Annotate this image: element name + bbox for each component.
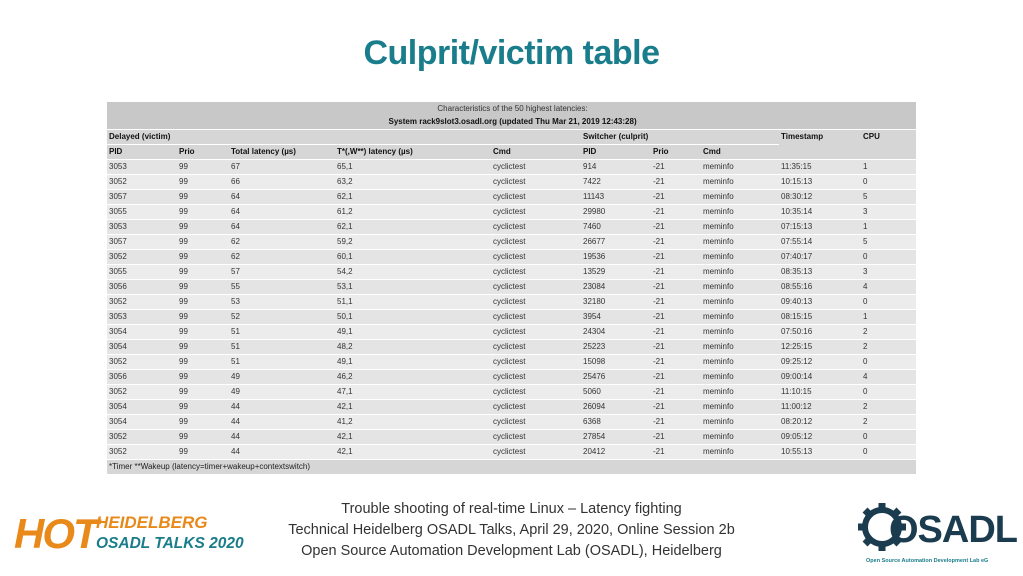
col-header: Prio <box>177 145 229 160</box>
table-cell: 4 <box>861 280 916 295</box>
table-cell: cyclictest <box>491 415 581 430</box>
table-cell: 48,2 <box>335 340 491 355</box>
table-cell: 11:35:15 <box>779 160 861 175</box>
table-cell: 99 <box>177 250 229 265</box>
table-cell: -21 <box>651 340 701 355</box>
table-cell: 09:05:12 <box>779 430 861 445</box>
table-cell: 2 <box>861 325 916 340</box>
table-cell: 6368 <box>581 415 651 430</box>
table-cell: 64 <box>229 220 335 235</box>
table-cell: 99 <box>177 325 229 340</box>
table-cell: 11:10:15 <box>779 385 861 400</box>
table-cell: 99 <box>177 280 229 295</box>
table-cell: 62,1 <box>335 190 491 205</box>
table-cell: meminfo <box>701 385 779 400</box>
table-cell: 49 <box>229 370 335 385</box>
osadl-logo-subtitle: Open Source Automation Development Lab eG <box>866 558 989 564</box>
table-cell: 55 <box>229 280 335 295</box>
table-cell: cyclictest <box>491 175 581 190</box>
table-cell: 07:40:17 <box>779 250 861 265</box>
table-cell: meminfo <box>701 190 779 205</box>
table-cell: cyclictest <box>491 370 581 385</box>
table-cell: 61,2 <box>335 205 491 220</box>
table-row <box>107 265 916 280</box>
table-cell: 3057 <box>107 235 177 250</box>
table-cell: meminfo <box>701 355 779 370</box>
table-cell: 10:15:13 <box>779 175 861 190</box>
table-cell: cyclictest <box>491 400 581 415</box>
table-cell: 64 <box>229 205 335 220</box>
table-cell: 3052 <box>107 445 177 460</box>
table-cell: 23084 <box>581 280 651 295</box>
table-row <box>107 430 916 445</box>
table-cell: cyclictest <box>491 430 581 445</box>
footer-line-3: Open Source Automation Development Lab (OSADL), Heidelberg <box>301 543 722 559</box>
table-cell: 24304 <box>581 325 651 340</box>
table-cell: 59,2 <box>335 235 491 250</box>
table-cell: 49 <box>229 385 335 400</box>
table-cell: 3052 <box>107 295 177 310</box>
table-cell: cyclictest <box>491 190 581 205</box>
table-cell: meminfo <box>701 340 779 355</box>
table-cell: 3954 <box>581 310 651 325</box>
table-cell: cyclictest <box>491 160 581 175</box>
table-cell: cyclictest <box>491 280 581 295</box>
table-cell: 20412 <box>581 445 651 460</box>
table-cell: cyclictest <box>491 445 581 460</box>
table-cell: 99 <box>177 445 229 460</box>
table-cell: -21 <box>651 250 701 265</box>
table-cell: 11143 <box>581 190 651 205</box>
table-cell: 09:40:13 <box>779 295 861 310</box>
table-cell: 49,1 <box>335 355 491 370</box>
table-cell: 3052 <box>107 250 177 265</box>
table-cell: 0 <box>861 355 916 370</box>
slide-title: Culprit/victim table <box>363 34 660 72</box>
table-cell: 99 <box>177 190 229 205</box>
table-cell: 99 <box>177 400 229 415</box>
table-cell: 42,1 <box>335 445 491 460</box>
table-cell: 42,1 <box>335 400 491 415</box>
table-cell: 10:55:13 <box>779 445 861 460</box>
table-row <box>107 385 916 400</box>
table-cell: 3053 <box>107 220 177 235</box>
col-header: Cmd <box>491 145 581 160</box>
table-cell: 99 <box>177 205 229 220</box>
table-cell: 99 <box>177 370 229 385</box>
table-cell: 3053 <box>107 310 177 325</box>
table-cell: 25223 <box>581 340 651 355</box>
table-cell: 3052 <box>107 430 177 445</box>
table-cell: 2 <box>861 415 916 430</box>
table-cell: 99 <box>177 265 229 280</box>
table-cell: 09:00:14 <box>779 370 861 385</box>
culprit-victim-table-container <box>107 102 916 475</box>
table-cell: -21 <box>651 385 701 400</box>
table-row <box>107 295 916 310</box>
table-cell: meminfo <box>701 445 779 460</box>
table-cell: 50,1 <box>335 310 491 325</box>
table-cell: 44 <box>229 445 335 460</box>
table-cell: 99 <box>177 310 229 325</box>
table-caption-row <box>107 102 916 115</box>
table-row <box>107 175 916 190</box>
table-cell: -21 <box>651 220 701 235</box>
table-cell: 07:50:16 <box>779 325 861 340</box>
table-cell: 1 <box>861 160 916 175</box>
table-cell: 10:35:14 <box>779 205 861 220</box>
table-cell: 51 <box>229 355 335 370</box>
table-cell: 3055 <box>107 265 177 280</box>
table-cell: 26094 <box>581 400 651 415</box>
table-cell: 99 <box>177 295 229 310</box>
table-cell: 2 <box>861 400 916 415</box>
group-cpu: CPU <box>861 130 916 160</box>
table-cell: 4 <box>861 370 916 385</box>
group-victim: Delayed (victim) <box>107 130 581 145</box>
table-cell: 08:30:12 <box>779 190 861 205</box>
table-cell: 0 <box>861 250 916 265</box>
table-cell: 63,2 <box>335 175 491 190</box>
table-cell: 3 <box>861 205 916 220</box>
table-cell: 51 <box>229 325 335 340</box>
table-cell: 11:00:12 <box>779 400 861 415</box>
table-cell: 25476 <box>581 370 651 385</box>
table-cell: 0 <box>861 430 916 445</box>
table-cell: -21 <box>651 370 701 385</box>
table-cell: meminfo <box>701 235 779 250</box>
table-cell: 3054 <box>107 325 177 340</box>
table-cell: 32180 <box>581 295 651 310</box>
table-row <box>107 340 916 355</box>
table-cell: 52 <box>229 310 335 325</box>
table-row <box>107 310 916 325</box>
hot-logo-line-1: HEIDELBERG <box>96 513 208 532</box>
table-cell: meminfo <box>701 400 779 415</box>
table-cell: -21 <box>651 205 701 220</box>
table-cell: 44 <box>229 415 335 430</box>
table-cell: 67 <box>229 160 335 175</box>
col-header: PID <box>581 145 651 160</box>
table-cell: 2 <box>861 340 916 355</box>
table-cell: 3054 <box>107 415 177 430</box>
table-cell: -21 <box>651 325 701 340</box>
table-footnote-row <box>107 460 916 475</box>
table-cell: cyclictest <box>491 355 581 370</box>
table-cell: 62 <box>229 235 335 250</box>
table-cell: 66 <box>229 175 335 190</box>
table-cell: cyclictest <box>491 295 581 310</box>
table-cell: 44 <box>229 400 335 415</box>
table-cell: 27854 <box>581 430 651 445</box>
table-cell: 3 <box>861 265 916 280</box>
table-cell: 1 <box>861 220 916 235</box>
table-footnote: *Timer **Wakeup (latency=timer+wakeup+contextswitch) <box>107 460 916 475</box>
table-cell: 47,1 <box>335 385 491 400</box>
table-cell: meminfo <box>701 265 779 280</box>
table-cell: -21 <box>651 445 701 460</box>
table-cell: -21 <box>651 295 701 310</box>
table-cell: -21 <box>651 265 701 280</box>
table-cell: cyclictest <box>491 310 581 325</box>
table-cell: 65,1 <box>335 160 491 175</box>
table-cell: -21 <box>651 175 701 190</box>
table-cell: 99 <box>177 415 229 430</box>
table-cell: 53,1 <box>335 280 491 295</box>
table-cell: cyclictest <box>491 205 581 220</box>
table-cell: 7422 <box>581 175 651 190</box>
hot-heidelberg-logo <box>12 510 252 554</box>
table-cell: -21 <box>651 160 701 175</box>
table-cell: meminfo <box>701 175 779 190</box>
table-cell: 3052 <box>107 355 177 370</box>
table-cell: 7460 <box>581 220 651 235</box>
table-cell: 46,2 <box>335 370 491 385</box>
table-cell: meminfo <box>701 220 779 235</box>
table-cell: 08:20:12 <box>779 415 861 430</box>
table-cell: 62 <box>229 250 335 265</box>
hot-logo-mark: HOT <box>14 510 97 554</box>
table-cell: 3053 <box>107 160 177 175</box>
table-cell: 5060 <box>581 385 651 400</box>
table-cell: 3052 <box>107 385 177 400</box>
col-header: Prio <box>651 145 701 160</box>
culprit-victim-table <box>107 102 916 475</box>
table-cell: 3054 <box>107 340 177 355</box>
table-row <box>107 220 916 235</box>
table-row <box>107 415 916 430</box>
table-cell: meminfo <box>701 295 779 310</box>
table-cell: 1 <box>861 310 916 325</box>
table-row <box>107 190 916 205</box>
table-cell: 07:55:14 <box>779 235 861 250</box>
footer <box>250 499 773 562</box>
table-cell: -21 <box>651 235 701 250</box>
table-cell: 99 <box>177 430 229 445</box>
footer-line-1: Trouble shooting of real-time Linux – Latency fighting <box>341 501 682 517</box>
table-row <box>107 355 916 370</box>
table-cell: 09:25:12 <box>779 355 861 370</box>
table-cell: 54,2 <box>335 265 491 280</box>
col-header: PID <box>107 145 177 160</box>
table-cell: meminfo <box>701 205 779 220</box>
table-cell: meminfo <box>701 370 779 385</box>
table-cell: 0 <box>861 295 916 310</box>
table-cell: 3056 <box>107 280 177 295</box>
table-cell: 99 <box>177 340 229 355</box>
table-cell: meminfo <box>701 250 779 265</box>
table-cell: 99 <box>177 235 229 250</box>
footer-line-2: Technical Heidelberg OSADL Talks, April 29, 2020, Online Session 2b <box>288 522 735 538</box>
table-cell: 0 <box>861 175 916 190</box>
table-cell: 08:35:13 <box>779 265 861 280</box>
table-row <box>107 205 916 220</box>
table-cell: cyclictest <box>491 340 581 355</box>
table-row <box>107 280 916 295</box>
table-cell: -21 <box>651 280 701 295</box>
col-header: T*(,W**) latency (µs) <box>335 145 491 160</box>
table-system: System rack9slot3.osadl.org (updated Thu Mar 21, 2019 12:43:28) <box>107 115 916 130</box>
table-cell: cyclictest <box>491 265 581 280</box>
table-cell: 99 <box>177 175 229 190</box>
table-cell: -21 <box>651 430 701 445</box>
table-cell: 64 <box>229 190 335 205</box>
table-row <box>107 325 916 340</box>
table-group-header <box>107 130 916 145</box>
table-cell: 99 <box>177 385 229 400</box>
table-cell: 5 <box>861 190 916 205</box>
table-cell: -21 <box>651 415 701 430</box>
hot-logo-line-2: OSADL TALKS 2020 <box>96 535 244 552</box>
table-cell: meminfo <box>701 280 779 295</box>
table-cell: 15098 <box>581 355 651 370</box>
table-cell: 26677 <box>581 235 651 250</box>
table-cell: 99 <box>177 220 229 235</box>
table-cell: 49,1 <box>335 325 491 340</box>
table-cell: 44 <box>229 430 335 445</box>
table-cell: 5 <box>861 235 916 250</box>
table-cell: -21 <box>651 190 701 205</box>
table-cell: -21 <box>651 400 701 415</box>
table-caption: Characteristics of the 50 highest latencies: <box>107 102 916 115</box>
table-cell: 62,1 <box>335 220 491 235</box>
table-cell: 08:15:15 <box>779 310 861 325</box>
table-cell: 19536 <box>581 250 651 265</box>
table-cell: meminfo <box>701 160 779 175</box>
table-row <box>107 400 916 415</box>
col-header: Cmd <box>701 145 779 160</box>
table-cell: 08:55:16 <box>779 280 861 295</box>
table-row <box>107 160 916 175</box>
table-row <box>107 250 916 265</box>
table-cell: 0 <box>861 385 916 400</box>
table-row <box>107 445 916 460</box>
table-cell: cyclictest <box>491 235 581 250</box>
table-system-row <box>107 115 916 130</box>
table-cell: 99 <box>177 355 229 370</box>
table-cell: 3052 <box>107 175 177 190</box>
table-cell: 51,1 <box>335 295 491 310</box>
table-cell: 42,1 <box>335 430 491 445</box>
table-cell: 0 <box>861 445 916 460</box>
table-cell: 3055 <box>107 205 177 220</box>
table-row <box>107 370 916 385</box>
table-cell: cyclictest <box>491 385 581 400</box>
table-cell: 51 <box>229 340 335 355</box>
col-header: Total latency (µs) <box>229 145 335 160</box>
table-cell: -21 <box>651 310 701 325</box>
table-cell: -21 <box>651 355 701 370</box>
group-timestamp: Timestamp <box>779 130 861 160</box>
table-cell: 99 <box>177 160 229 175</box>
table-cell: 13529 <box>581 265 651 280</box>
table-cell: cyclictest <box>491 325 581 340</box>
table-cell: 3057 <box>107 190 177 205</box>
table-cell: 07:15:13 <box>779 220 861 235</box>
table-cell: 57 <box>229 265 335 280</box>
table-cell: meminfo <box>701 415 779 430</box>
table-cell: meminfo <box>701 430 779 445</box>
table-cell: 12:25:15 <box>779 340 861 355</box>
table-cell: cyclictest <box>491 250 581 265</box>
table-cell: 914 <box>581 160 651 175</box>
table-row <box>107 235 916 250</box>
table-cell: meminfo <box>701 310 779 325</box>
group-culprit: Switcher (culprit) <box>581 130 779 145</box>
table-cell: 41,2 <box>335 415 491 430</box>
table-cell: 3054 <box>107 400 177 415</box>
table-cell: 3056 <box>107 370 177 385</box>
table-cell: 60,1 <box>335 250 491 265</box>
table-cell: 53 <box>229 295 335 310</box>
table-cell: meminfo <box>701 325 779 340</box>
table-cell: cyclictest <box>491 220 581 235</box>
osadl-logo-text: OSADL <box>889 509 1017 551</box>
table-cell: 29980 <box>581 205 651 220</box>
